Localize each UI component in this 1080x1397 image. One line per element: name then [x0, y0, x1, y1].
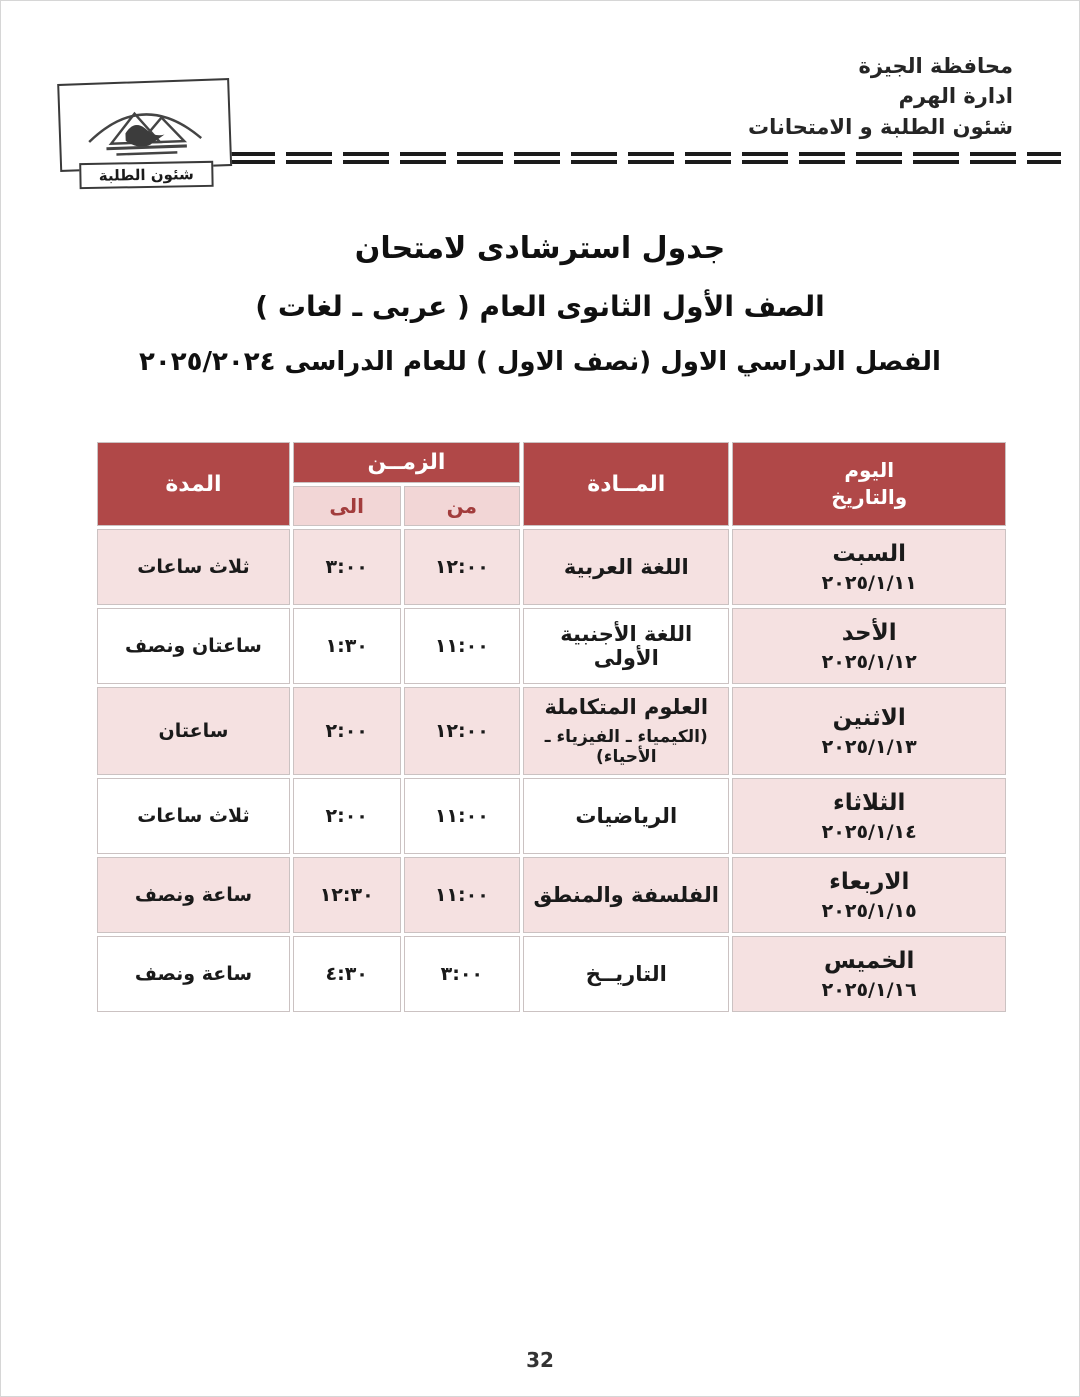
page-title: جدول استرشادى لامتحان	[354, 231, 726, 267]
day-date: ٢٠٢٥/١/١٤	[821, 820, 917, 843]
duration-value: ساعتان ونصف	[97, 608, 290, 684]
time-to: ٢:٠٠	[293, 778, 401, 854]
subject-cell	[523, 857, 729, 933]
time-to: ١:٣٠	[293, 608, 401, 684]
subject-cell	[523, 687, 729, 775]
day-cell	[732, 857, 1006, 933]
day-date: ٢٠٢٥/١/١٥	[821, 899, 917, 922]
page-number: 32	[526, 1348, 554, 1372]
header-duration: المدة	[97, 442, 290, 526]
day-name: السبت	[832, 540, 907, 567]
school-logo-stamp	[57, 78, 233, 191]
subject-cell	[523, 529, 729, 605]
time-from: ١١:٠٠	[404, 857, 521, 933]
header-subject: المــادة	[523, 442, 729, 526]
time-to: ٣:٠٠	[293, 529, 401, 605]
title-semester-line: الفصل الدراسي الاول (نصف الاول ) للعام الدراسى ٢٠٢٥/٢٠٢٤	[139, 347, 941, 378]
org-line-student-affairs: شئون الطلبة و الامتحانات	[747, 114, 1013, 139]
logo-caption: شئون الطلبة	[79, 161, 213, 189]
time-from: ٣:٠٠	[404, 936, 521, 1012]
header-day-line1: اليوم	[844, 458, 895, 483]
subject-name: الرياضيات	[575, 804, 678, 829]
header-day-date	[732, 442, 1006, 526]
title-grade-line: الصف الأول الثانوى العام ( عربى ـ لغات )	[255, 290, 825, 324]
day-cell	[732, 529, 1006, 605]
table-row	[97, 778, 1006, 854]
subject-name: التاريــخ	[585, 962, 667, 987]
subject-cell	[523, 778, 729, 854]
subject-name: الفلسفة والمنطق	[533, 883, 720, 908]
logo-box	[57, 78, 232, 172]
day-date: ٢٠٢٥/١/١١	[821, 571, 917, 594]
table-row	[97, 857, 1006, 933]
day-date: ٢٠٢٥/١/١٦	[821, 978, 917, 1001]
subject-cell	[523, 936, 729, 1012]
day-cell	[732, 687, 1006, 775]
duration-value: ثلاث ساعات	[97, 778, 290, 854]
subject-note: (الكيمياء ـ الفيزياء ـ الأحياء)	[544, 727, 708, 768]
time-from: ١٢:٠٠	[404, 529, 521, 605]
duration-value: ثلاث ساعات	[97, 529, 290, 605]
time-to: ٢:٠٠	[293, 687, 401, 775]
duration-value: ساعة ونصف	[97, 857, 290, 933]
time-to: ٤:٣٠	[293, 936, 401, 1012]
org-line-administration: ادارة الهرم	[898, 84, 1013, 109]
table-header-row	[97, 442, 1006, 483]
day-date: ٢٠٢٥/١/١٢	[821, 650, 917, 673]
org-line-governorate: محافظة الجيزة	[858, 54, 1013, 78]
subject-name: اللغة العربية	[563, 555, 689, 580]
eagle-pyramids-icon	[68, 81, 221, 168]
duration-value: ساعتان	[97, 687, 290, 775]
time-from: ١٢:٠٠	[404, 687, 521, 775]
table-row	[97, 936, 1006, 1012]
separator-line	[229, 152, 1061, 165]
day-cell	[732, 936, 1006, 1012]
day-cell	[732, 608, 1006, 684]
exam-schedule-table	[94, 439, 1009, 1015]
time-to: ١٢:٣٠	[293, 857, 401, 933]
table-row	[97, 529, 1006, 605]
day-name: الخميس	[824, 947, 915, 974]
subject-cell	[523, 608, 729, 684]
day-cell	[732, 778, 1006, 854]
header-from: من	[404, 486, 521, 526]
day-name: الاربعاء	[829, 868, 910, 895]
day-date: ٢٠٢٥/١/١٣	[821, 735, 917, 758]
duration-value: ساعة ونصف	[97, 936, 290, 1012]
day-name: الأحد	[841, 619, 897, 646]
header-to: الى	[293, 486, 401, 526]
table-row	[97, 687, 1006, 775]
header-time: الزمــن	[293, 442, 520, 483]
title-block	[1, 231, 1079, 377]
time-from: ١١:٠٠	[404, 778, 521, 854]
subject-name: العلوم المتكاملة	[544, 695, 709, 720]
header-day-line2: والتاريخ	[831, 485, 908, 510]
time-from: ١١:٠٠	[404, 608, 521, 684]
day-name: الاثنين	[832, 704, 906, 731]
day-name: الثلاثاء	[833, 789, 906, 816]
subject-name: اللغة الأجنبية الأولى	[560, 622, 693, 671]
table-row	[97, 608, 1006, 684]
